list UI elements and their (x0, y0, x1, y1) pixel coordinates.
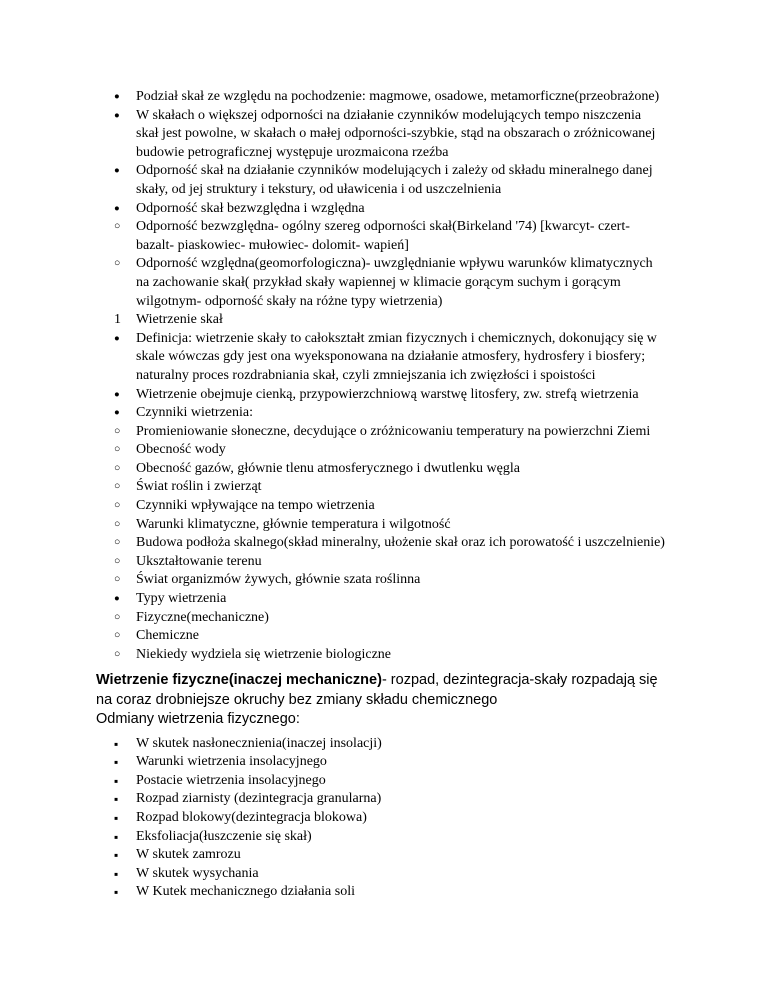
physical-weathering-section (96, 671, 665, 729)
list-item (96, 107, 665, 163)
circle-bullet-icon: ○ (114, 574, 121, 586)
circle-bullet-icon: ○ (114, 518, 121, 530)
list-item (96, 534, 665, 553)
square-bullet-icon: ▪ (114, 792, 119, 807)
list-item-text: Świat organizmów żywych, głównie szata roślinna (136, 572, 421, 588)
disc-bullet-icon: ● (114, 166, 120, 177)
square-bullet-icon: ▪ (114, 885, 119, 900)
list-item-text: Podział skał ze względu na pochodzenie: magmowe, osadowe, metamorficzne(przeobrażone) (136, 89, 660, 104)
list-item (96, 828, 665, 847)
circle-bullet-icon: ○ (114, 537, 121, 549)
square-bullet-icon: ▪ (114, 866, 119, 881)
list-item (96, 330, 665, 386)
list-item (96, 883, 665, 902)
list-item-text: W skutek wysychania (136, 865, 259, 881)
disc-bullet-icon: ● (114, 203, 120, 214)
list-item-text: Typy wietrzenia (136, 591, 227, 607)
list-item (96, 441, 665, 460)
circle-bullet-icon: ○ (114, 425, 121, 437)
disc-bullet-icon: ● (114, 110, 120, 121)
list-item-text: Warunki wietrzenia insolacyjnego (136, 754, 327, 770)
list-item-text: Świat roślin i zwierząt (136, 479, 262, 495)
list-item-text: Promieniowanie słoneczne, decydujące o zróżnicowaniu temperatury na powierzchni Ziemi (136, 423, 651, 439)
list-item (96, 609, 665, 628)
list-item-text: Ukształtowanie terenu (136, 553, 262, 569)
list-item (96, 646, 665, 665)
list-item (96, 753, 665, 772)
list-item-text: Obecność wody (136, 442, 226, 458)
circle-bullet-icon: ○ (114, 444, 121, 456)
circle-bullet-icon: ○ (114, 555, 121, 567)
list-item-text: Odporność bezwzględna- ogólny szereg odporności skał(Birkeland '74) [kwarcyt- czert- bazalt- piaskowiec- mułowiec- dolomit- wapień] (136, 219, 630, 253)
bullet-list (96, 88, 665, 664)
list-item (96, 772, 665, 791)
disc-bullet-icon: ● (114, 594, 120, 605)
square-bullet-icon: ▪ (114, 829, 119, 844)
list-item (96, 846, 665, 865)
disc-bullet-icon: ● (114, 389, 120, 400)
list-item-text: Odporność skał bezwzględna i względna (136, 200, 365, 216)
list-item-text: Odporność skał na działanie czynników modelujących i zależy od składu mineralnego danej skały, od jej struktury i tekstury, od uławicenia i od uszczelnienia (136, 163, 653, 197)
list-item-text: Eksfoliacja(łuszczenie się skał) (136, 828, 312, 844)
list-item (96, 735, 665, 754)
section-paragraph (96, 671, 665, 710)
circle-bullet-icon: ○ (114, 630, 121, 642)
list-item-text: Obecność gazów, głównie tlenu atmosferycznego i dwutlenku węgla (136, 460, 520, 476)
list-item (96, 311, 665, 330)
circle-bullet-icon: ○ (114, 481, 121, 493)
list-item-text: Budowa podłoża skalnego(skład mineralny, ułożenie skał oraz ich porowatość i uszczelnienie) (136, 535, 665, 551)
list-item (96, 162, 665, 199)
list-item (96, 516, 665, 535)
list-item-text: W skutek zamrozu (136, 847, 241, 863)
list-item (96, 809, 665, 828)
circle-bullet-icon: ○ (114, 500, 121, 512)
list-item (96, 590, 665, 609)
list-item (96, 553, 665, 572)
disc-bullet-icon: ● (114, 333, 120, 344)
list-item-text: Definicja: wietrzenie skały to całokształt zmian fizycznych i chemicznych, dokonujący się w skale wówczas gdy jest ona wyeksponowana na działanie atmosfery, hydrosfery i biosfery; naturalny proces rozdrabniania skał, czyli zmniejszania ich zwięzłości i spoistości (136, 330, 657, 383)
square-bullet-list (96, 735, 665, 902)
circle-bullet-icon: ○ (114, 611, 121, 623)
circle-bullet-icon: ○ (114, 462, 121, 474)
section-heading: Wietrzenie fizyczne(inaczej mechaniczne) (96, 672, 382, 689)
list-item-text: Warunki klimatyczne, głównie temperatura i wilgotność (136, 516, 451, 532)
disc-bullet-icon: ● (114, 408, 120, 419)
list-item (96, 88, 665, 107)
list-item-text: Postacie wietrzenia insolacyjnego (136, 772, 326, 788)
list-item (96, 571, 665, 590)
list-item-text: Czynniki wietrzenia: (136, 405, 254, 421)
list-item (96, 200, 665, 219)
list-item (96, 497, 665, 516)
square-bullet-icon: ▪ (114, 811, 119, 825)
circle-bullet-icon: ○ (114, 648, 121, 660)
list-item-text: Chemiczne (136, 628, 199, 644)
list-item (96, 218, 665, 255)
section-subheading: Odmiany wietrzenia fizycznego: (96, 711, 300, 728)
square-bullet-icon: ▪ (114, 736, 119, 751)
list-item (96, 404, 665, 423)
list-item-text: W Kutek mechanicznego działania soli (136, 884, 355, 900)
list-item (96, 423, 665, 442)
circle-bullet-icon: ○ (114, 258, 121, 270)
section-heading-rest: - rozpad, dezintegracja-skały rozpadają się na coraz drobniejsze okruchy bez zmiany składu chemicznego (96, 672, 658, 708)
list-item (96, 386, 665, 405)
list-item-text: Wietrzenie obejmuje cienką, przypowierzchniową warstwę litosfery, zw. strefą wietrzenia (136, 386, 639, 402)
list-item (96, 478, 665, 497)
list-item-text: Czynniki wpływające na tempo wietrzenia (136, 498, 375, 514)
list-number: 1 (114, 312, 121, 328)
square-bullet-icon: ▪ (114, 773, 119, 788)
circle-bullet-icon: ○ (114, 221, 121, 233)
square-bullet-icon: ▪ (114, 755, 119, 770)
list-item (96, 790, 665, 809)
list-item-text: Fizyczne(mechaniczne) (136, 609, 269, 625)
list-item-text: W skałach o większej odporności na działanie czynników modelujących tempo niszczenia skał jest powolne, w skałach o małej odporności-szybkie, stąd na obszarach o zróżnicowanej budowie petrograficznej występuje urozmaicona rzeźba (136, 107, 656, 160)
list-item-text: W skutek nasłonecznienia(inaczej insolacji) (136, 735, 382, 751)
list-item (96, 627, 665, 646)
list-item (96, 865, 665, 884)
list-item-text: Rozpad blokowy(dezintegracja blokowa) (136, 810, 367, 825)
list-item-text: Wietrzenie skał (136, 312, 223, 328)
disc-bullet-icon: ● (114, 92, 120, 102)
list-item-text: Rozpad ziarnisty (dezintegracja granularna) (136, 791, 382, 807)
list-item (96, 460, 665, 479)
list-item-text: Odporność względna(geomorfologiczna)- uwzględnianie wpływu warunków klimatycznych na zachowanie skał( przykład skały wapiennej w klimacie gorącym suchym i gorącym wilgotnym- odporność skały na różne typy wietrzenia) (136, 256, 653, 309)
list-item-text: Niekiedy wydziela się wietrzenie biologiczne (136, 646, 392, 662)
list-item (96, 255, 665, 311)
square-bullet-icon: ▪ (114, 848, 119, 863)
